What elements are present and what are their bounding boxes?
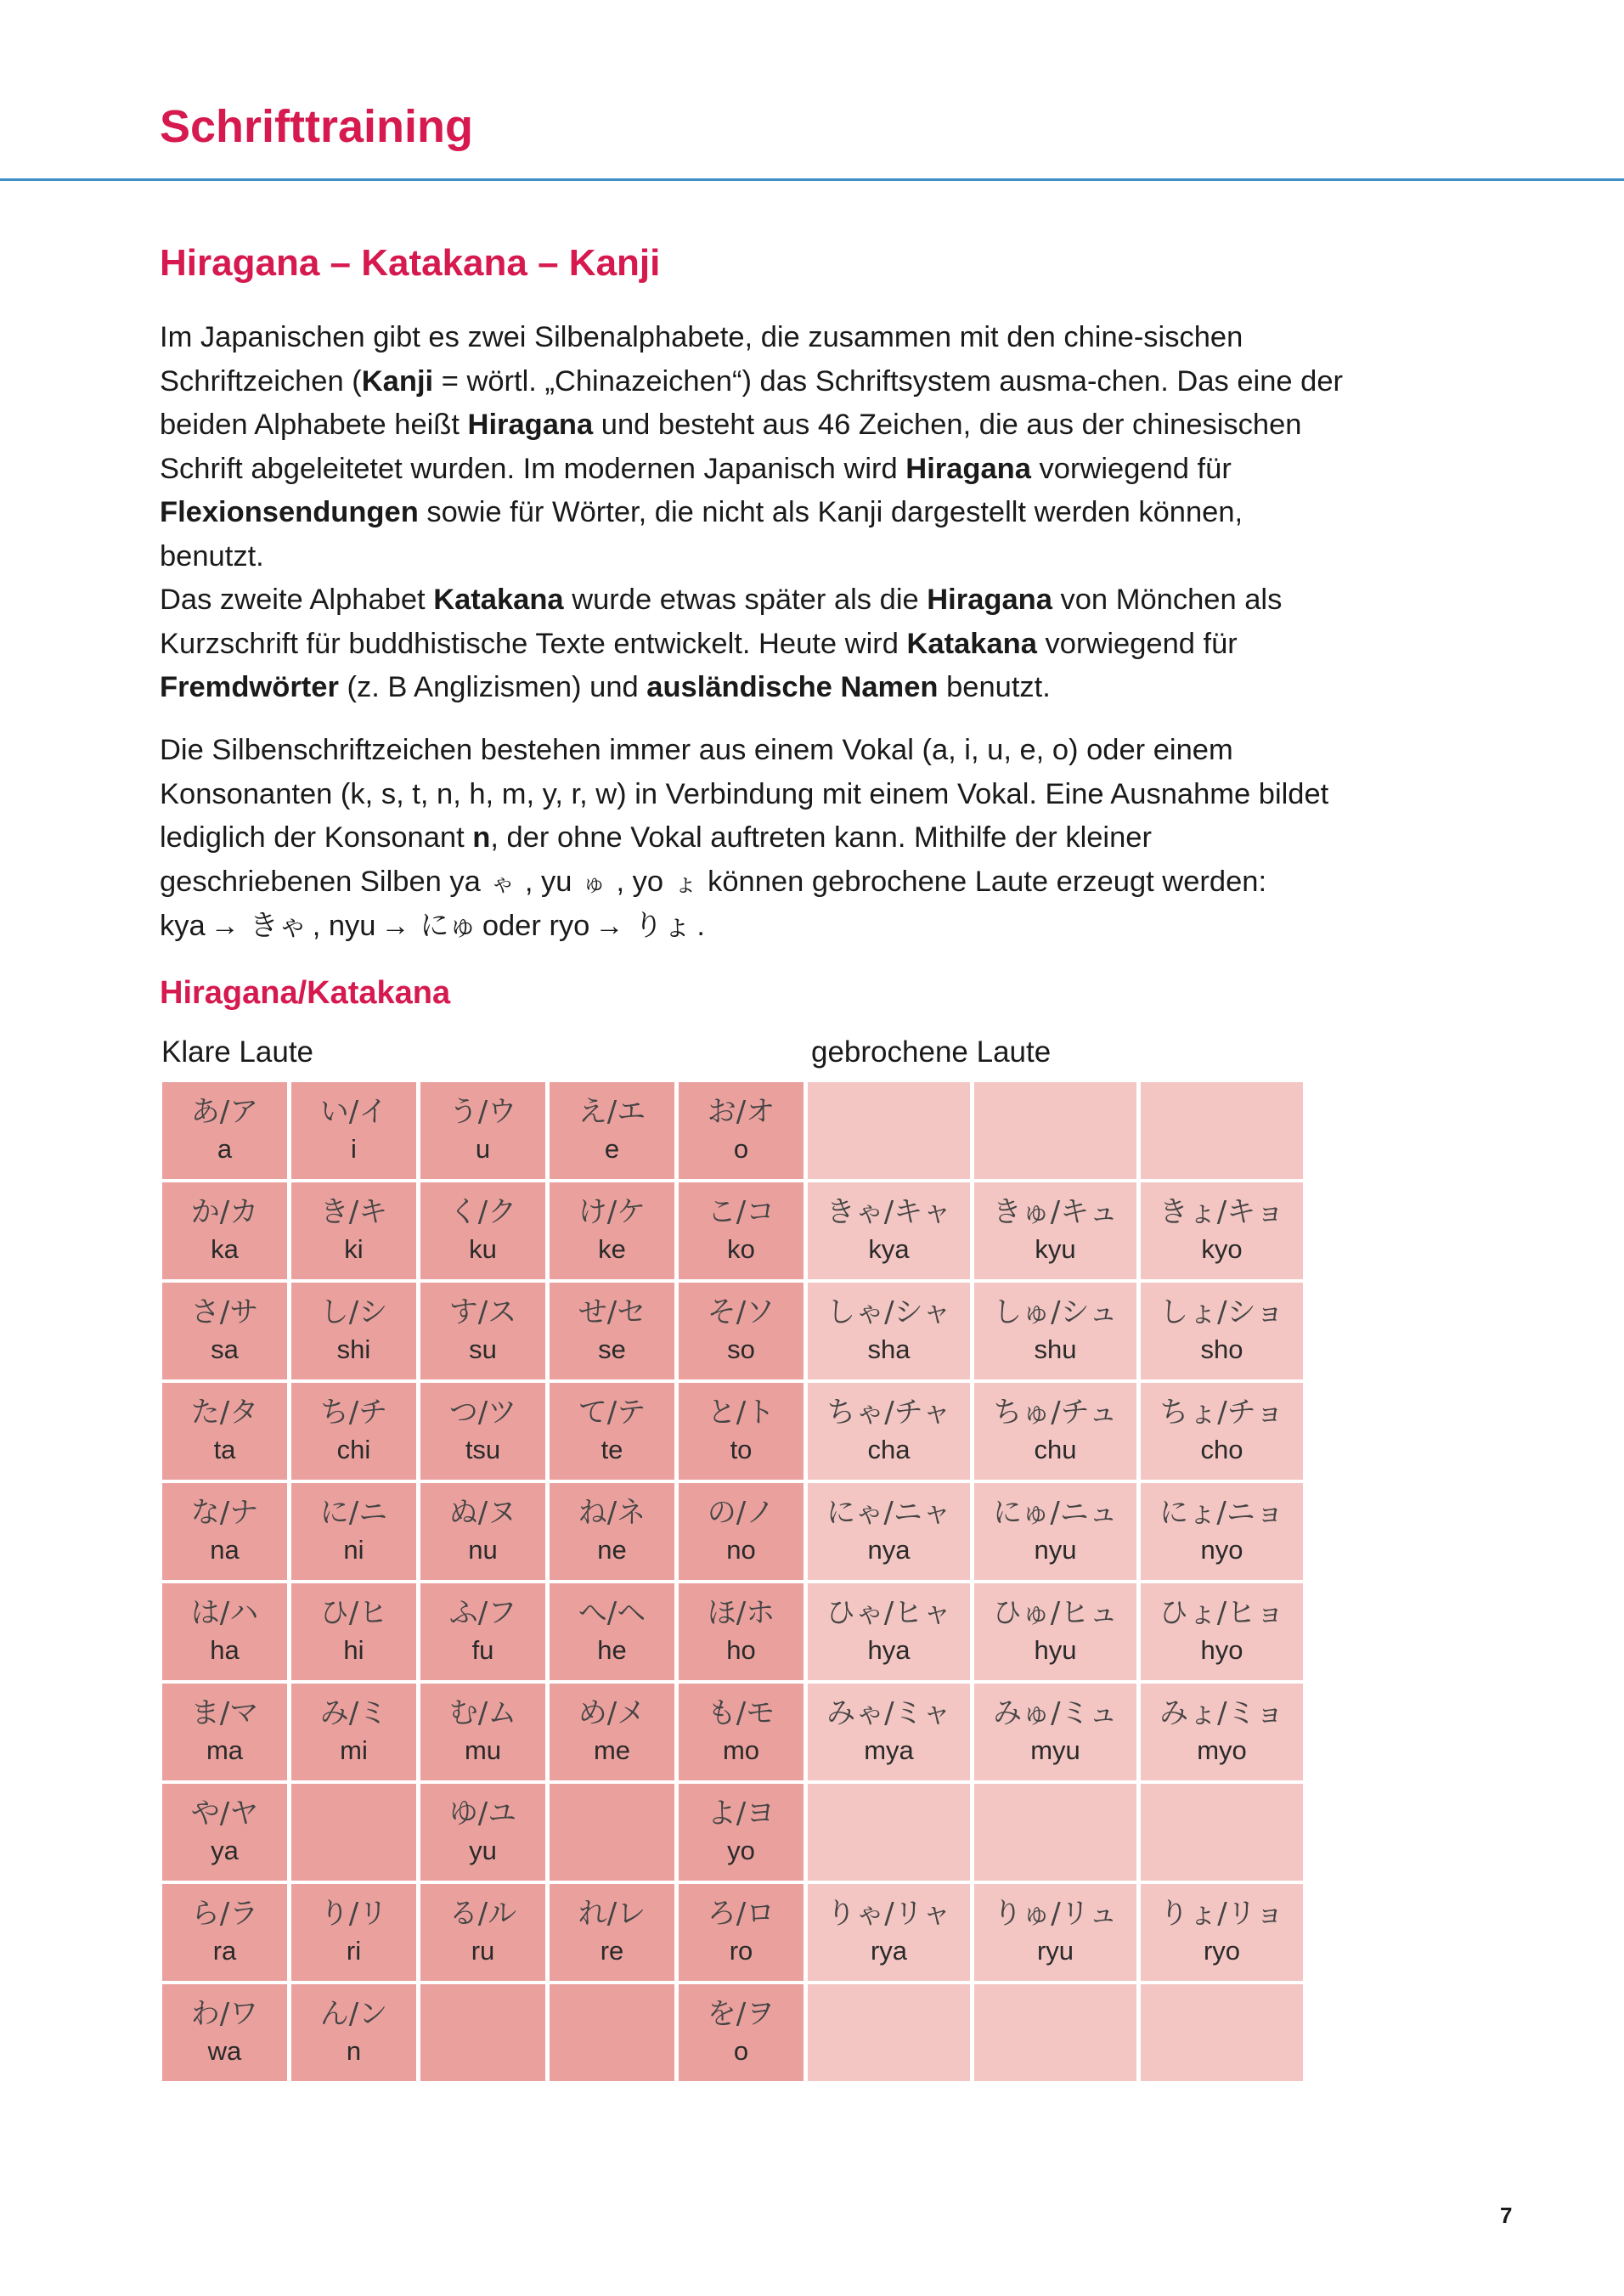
- kana-characters: れ/レ: [578, 1897, 646, 1931]
- text-run: und besteht aus 46 Zeichen, die aus der chinesischen Schrift abgeleitetet wurden. Im modernen Japanisch wird: [160, 409, 1302, 485]
- term-fremdwoerter: Fremdwörter: [160, 671, 339, 703]
- kana-cell-re: [550, 1884, 674, 1981]
- kana-cell-he: [550, 1583, 674, 1680]
- kana-characters: ひゃ/ヒャ: [826, 1596, 952, 1630]
- romaji-label: tsu: [465, 1435, 501, 1464]
- kana-cell-ka: [162, 1182, 287, 1279]
- kana-characters: ちょ/チョ: [1159, 1396, 1284, 1430]
- kana-characters: も/モ: [707, 1696, 775, 1730]
- kana-characters: みゃ/ミャ: [826, 1696, 951, 1730]
- romaji-label: ka: [211, 1234, 239, 1264]
- text-run: , yu: [524, 865, 572, 898]
- kana-characters: よ/ヨ: [707, 1797, 775, 1831]
- kana-cell-nyu: [974, 1483, 1136, 1580]
- kana-characters: みゅ/ミュ: [993, 1696, 1118, 1730]
- romaji-label: sha: [867, 1334, 911, 1364]
- kana-characters: な/ナ: [190, 1496, 259, 1530]
- kana-cell-empty: [550, 1984, 674, 2081]
- text-run: , yo: [616, 865, 664, 898]
- kana-characters: りゃ/リャ: [826, 1897, 951, 1931]
- label-broken-sounds: gebrochene Laute: [811, 1035, 1052, 1069]
- kana-cell-ko: [679, 1182, 804, 1279]
- kana-cell-ne: [550, 1483, 674, 1580]
- kana-cell-cho: [1141, 1383, 1303, 1480]
- kana-cell-yo: [679, 1784, 804, 1881]
- arrow-right-icon: →: [595, 910, 624, 942]
- kana-cell-empty: [291, 1784, 416, 1881]
- text-run: benutzt.: [938, 671, 1051, 703]
- romaji-label: myo: [1197, 1735, 1247, 1765]
- page-number: 7: [1500, 2203, 1513, 2228]
- romaji-label: se: [598, 1334, 626, 1364]
- kana-cell-me: [550, 1684, 674, 1780]
- kana-characters: く/ク: [448, 1195, 517, 1229]
- kana-cell-shu: [974, 1283, 1136, 1379]
- kana-cell-ma: [162, 1684, 287, 1780]
- kana-characters: る/ル: [448, 1897, 517, 1931]
- kana-characters: きょ/キョ: [1159, 1195, 1285, 1229]
- text-run: wurde etwas später als die: [563, 584, 928, 616]
- kana-cell-hyo: [1141, 1583, 1303, 1680]
- kana-characters: ふ/フ: [448, 1596, 517, 1630]
- romaji-label: ro: [729, 1936, 753, 1966]
- romaji-label: ra: [212, 1936, 237, 1966]
- romaji-label: ryo: [1203, 1936, 1241, 1966]
- kana-cell-to: [679, 1383, 804, 1480]
- term-auslaendische-namen: ausländische Namen: [646, 671, 939, 703]
- kana-characters: り/リ: [319, 1897, 388, 1931]
- romaji-label: cha: [867, 1435, 911, 1464]
- kana-cell-fu: [420, 1583, 545, 1680]
- kana-cell-ku: [420, 1182, 545, 1279]
- kana-cell-myo: [1141, 1684, 1303, 1780]
- kana-kya: きゃ: [249, 910, 307, 942]
- kana-characters: を/ヲ: [707, 1997, 775, 2031]
- kana-cell-n: [291, 1984, 416, 2081]
- kana-characters: ん/ン: [319, 1997, 388, 2031]
- romaji-label: ku: [469, 1234, 497, 1264]
- romaji-label: e: [604, 1134, 620, 1164]
- romaji-label: su: [469, 1334, 497, 1364]
- romaji-label: chi: [336, 1435, 371, 1464]
- intro-paragraph-part-1: [160, 316, 1349, 578]
- term-hiragana: Hiragana: [927, 584, 1052, 616]
- kana-characters: ま/マ: [190, 1696, 259, 1730]
- kana-characters: ひょ/ヒョ: [1159, 1596, 1285, 1630]
- kana-cell-chu: [974, 1383, 1136, 1480]
- kana-characters: ちゅ/チュ: [993, 1396, 1118, 1430]
- kana-characters: みょ/ミョ: [1159, 1696, 1284, 1730]
- romaji-label: hi: [343, 1635, 364, 1665]
- romaji-label: mya: [864, 1735, 914, 1765]
- kana-cell-so: [679, 1283, 804, 1379]
- kana-cell-empty: [974, 1784, 1136, 1881]
- romaji-label: wa: [207, 2036, 242, 2066]
- romaji-label: nu: [468, 1535, 498, 1565]
- kana-characters: の/ノ: [707, 1496, 775, 1530]
- text-run: , der ohne Vokal auftreten kann. Mithilfe der kleiner geschriebenen Silben ya: [160, 821, 1152, 898]
- kana-characters: にゃ/ニャ: [826, 1496, 951, 1530]
- kana-cell-ri: [291, 1884, 416, 1981]
- text-run: sowie für Wörter, die nicht als Kanji dargestellt werden können, benutzt.: [160, 496, 1243, 573]
- intro-paragraph: [160, 316, 1349, 710]
- romaji-label: na: [210, 1535, 240, 1565]
- small-kana-yu: ゅ: [582, 869, 606, 896]
- syllable-paragraph: [160, 729, 1349, 949]
- kana-characters: きゃ/キャ: [826, 1195, 952, 1229]
- kana-characters: ら/ラ: [190, 1897, 259, 1931]
- term-hiragana: Hiragana: [467, 409, 594, 441]
- romaji-label: ru: [471, 1936, 495, 1966]
- kana-characters: お/オ: [707, 1095, 775, 1129]
- label-clear-sounds: Klare Laute: [161, 1035, 314, 1069]
- kana-cell-myu: [974, 1684, 1136, 1780]
- kana-table: [162, 1082, 1303, 2081]
- kana-characters: に/ニ: [319, 1496, 388, 1530]
- kana-characters: しゅ/シュ: [993, 1295, 1118, 1329]
- romaji-label: sho: [1200, 1334, 1243, 1364]
- romaji-label: yo: [727, 1836, 755, 1865]
- kana-cell-te: [550, 1383, 674, 1480]
- term-hiragana: Hiragana: [905, 452, 1031, 485]
- text-run: können gebrochene Laute erzeugt werden: kya: [160, 865, 1267, 942]
- kana-cell-tsu: [420, 1383, 545, 1480]
- romaji-label: hyo: [1200, 1635, 1243, 1665]
- kana-cell-nya: [808, 1483, 970, 1580]
- romaji-label: mu: [464, 1735, 502, 1765]
- kana-cell-se: [550, 1283, 674, 1379]
- kana-characters: ろ/ロ: [707, 1897, 775, 1931]
- kana-characters: む/ム: [448, 1696, 517, 1730]
- kana-characters: う/ウ: [448, 1095, 517, 1129]
- romaji-label: fu: [471, 1635, 494, 1665]
- kana-cell-empty: [1141, 1784, 1303, 1881]
- kana-characters: にょ/ニョ: [1159, 1496, 1284, 1530]
- kana-cell-no: [679, 1483, 804, 1580]
- text-run: oder ryo: [482, 910, 590, 942]
- romaji-label: myu: [1030, 1735, 1080, 1765]
- text-run: .: [696, 910, 705, 942]
- kana-characters: し/シ: [319, 1295, 388, 1329]
- kana-characters: い/イ: [319, 1095, 388, 1129]
- kana-cell-mu: [420, 1684, 545, 1780]
- kana-cell-na: [162, 1483, 287, 1580]
- kana-cell-ya: [162, 1784, 287, 1881]
- romaji-label: nyo: [1200, 1535, 1243, 1565]
- text-run: Im Japanischen gibt es zwei Silbenalphabete, die zusammen mit den chine-sischen Schriftzeichen (: [160, 321, 1243, 398]
- romaji-label: ryu: [1036, 1936, 1074, 1966]
- table-heading: Hiragana/Katakana: [160, 975, 451, 1011]
- kana-characters: と/ト: [707, 1396, 775, 1430]
- kana-cell-mo: [679, 1684, 804, 1780]
- romaji-label: me: [593, 1735, 631, 1765]
- kana-cell-ke: [550, 1182, 674, 1279]
- romaji-label: i: [351, 1134, 357, 1164]
- kana-cell-kyu: [974, 1182, 1136, 1279]
- kana-cell-empty: [974, 1984, 1136, 2081]
- romaji-label: te: [601, 1435, 623, 1464]
- intro-paragraph-part-2: [160, 578, 1349, 710]
- kana-cell-empty: [808, 1984, 970, 2081]
- romaji-label: kya: [868, 1234, 910, 1264]
- small-kana-ya: ゃ: [490, 869, 515, 896]
- arrow-right-icon: →: [210, 910, 240, 942]
- romaji-label: ni: [343, 1535, 364, 1565]
- kana-cell-ho: [679, 1583, 804, 1680]
- romaji-label: o: [733, 1134, 749, 1164]
- romaji-label: hyu: [1034, 1635, 1077, 1665]
- kana-cell-empty: [550, 1784, 674, 1881]
- romaji-label: n: [346, 2036, 362, 2066]
- romaji-label: shu: [1034, 1334, 1077, 1364]
- text-run: vorwiegend für: [1036, 627, 1238, 660]
- kana-cell-yu: [420, 1784, 545, 1881]
- text-run: (z. B Anglizismen) und: [338, 671, 647, 703]
- romaji-label: ya: [211, 1836, 239, 1865]
- kana-characters: つ/ツ: [448, 1396, 517, 1430]
- kana-cell-empty: [808, 1082, 970, 1179]
- kana-cell-a: [162, 1082, 287, 1179]
- term-n: n: [472, 821, 491, 854]
- kana-cell-empty: [1141, 1984, 1303, 2081]
- kana-characters: か/カ: [190, 1195, 259, 1229]
- kana-characters: しょ/ショ: [1159, 1295, 1284, 1329]
- romaji-label: u: [475, 1134, 491, 1164]
- kana-cell-wa: [162, 1984, 287, 2081]
- kana-nyu: にゅ: [420, 910, 477, 942]
- kana-characters: しゃ/シャ: [826, 1295, 951, 1329]
- kana-cell-cha: [808, 1383, 970, 1480]
- romaji-label: ke: [598, 1234, 626, 1264]
- kana-characters: み/ミ: [319, 1696, 388, 1730]
- romaji-label: ma: [206, 1735, 244, 1765]
- term-flexionsendungen: Flexionsendungen: [160, 496, 419, 528]
- kana-cell-rya: [808, 1884, 970, 1981]
- romaji-label: ho: [726, 1635, 756, 1665]
- kana-cell-kya: [808, 1182, 970, 1279]
- kana-characters: りょ/リョ: [1159, 1897, 1284, 1931]
- romaji-label: nyu: [1034, 1535, 1077, 1565]
- text-run: , nyu: [312, 910, 376, 942]
- kana-characters: め/メ: [578, 1696, 646, 1730]
- romaji-label: o: [733, 2036, 749, 2066]
- title-divider: [0, 178, 1624, 181]
- kana-cell-sa: [162, 1283, 287, 1379]
- kana-characters: さ/サ: [190, 1295, 259, 1329]
- kana-characters: こ/コ: [707, 1195, 775, 1229]
- romaji-label: a: [217, 1134, 233, 1164]
- term-kanji: Kanji: [361, 364, 434, 398]
- romaji-label: nya: [867, 1535, 911, 1565]
- kana-cell-sha: [808, 1283, 970, 1379]
- romaji-label: hya: [867, 1635, 911, 1665]
- romaji-label: ko: [727, 1234, 755, 1264]
- kana-characters: ぬ/ヌ: [448, 1496, 517, 1530]
- kana-characters: にゅ/ニュ: [993, 1496, 1118, 1530]
- kana-characters: や/ヤ: [190, 1797, 259, 1831]
- kana-cell-empty: [974, 1082, 1136, 1179]
- syllable-paragraph-text: [160, 729, 1349, 949]
- text-run: Die Silbenschriftzeichen bestehen immer aus einem Vokal (a, i, u, e, o) oder einem Konsonanten (k, s, t, n, h, m, y, r, w) in Verbindung mit einem Vokal. Eine Ausnahme bildet lediglich der Konsonant: [160, 734, 1329, 854]
- romaji-label: kyo: [1201, 1234, 1243, 1264]
- kana-characters: わ/ワ: [190, 1997, 259, 2031]
- kana-characters: ち/チ: [319, 1396, 388, 1430]
- romaji-label: no: [726, 1535, 756, 1565]
- page-title: Schrifttraining: [160, 101, 474, 152]
- kana-cell-chi: [291, 1383, 416, 1480]
- kana-characters: せ/セ: [578, 1295, 646, 1329]
- kana-characters: き/キ: [319, 1195, 388, 1229]
- romaji-label: rya: [870, 1936, 908, 1966]
- romaji-label: ri: [346, 1936, 362, 1966]
- kana-cell-hya: [808, 1583, 970, 1680]
- romaji-label: mo: [722, 1735, 760, 1765]
- term-katakana: Katakana: [906, 627, 1037, 660]
- kana-cell-kyo: [1141, 1182, 1303, 1279]
- text-run: vorwiegend für: [1030, 452, 1232, 485]
- kana-cell-mi: [291, 1684, 416, 1780]
- romaji-label: re: [600, 1936, 624, 1966]
- kana-characters: ひゅ/ヒュ: [992, 1596, 1119, 1630]
- kana-cell-o: [679, 1082, 804, 1179]
- kana-cell-ru: [420, 1884, 545, 1981]
- kana-characters: て/テ: [578, 1396, 646, 1430]
- kana-cell-empty: [808, 1784, 970, 1881]
- kana-characters: りゅ/リュ: [993, 1897, 1118, 1931]
- romaji-label: he: [597, 1635, 627, 1665]
- text-run: Das zweite Alphabet: [160, 584, 434, 616]
- kana-cell-u: [420, 1082, 545, 1179]
- kana-cell-o: [679, 1984, 804, 2081]
- section-heading: Hiragana – Katakana – Kanji: [160, 242, 661, 284]
- kana-cell-nu: [420, 1483, 545, 1580]
- kana-ryo: りょ: [634, 910, 692, 942]
- kana-cell-i: [291, 1082, 416, 1179]
- kana-characters: へ/ヘ: [578, 1596, 646, 1630]
- romaji-label: chu: [1034, 1435, 1077, 1464]
- kana-cell-shi: [291, 1283, 416, 1379]
- kana-cell-sho: [1141, 1283, 1303, 1379]
- romaji-label: yu: [469, 1836, 497, 1865]
- small-kana-yo: ょ: [674, 869, 698, 896]
- kana-characters: ちゃ/チャ: [826, 1396, 951, 1430]
- kana-cell-mya: [808, 1684, 970, 1780]
- kana-cell-hyu: [974, 1583, 1136, 1680]
- kana-cell-ha: [162, 1583, 287, 1680]
- kana-characters: あ/ア: [190, 1095, 259, 1129]
- kana-cell-nyo: [1141, 1483, 1303, 1580]
- kana-characters: ね/ネ: [578, 1496, 646, 1530]
- kana-cell-hi: [291, 1583, 416, 1680]
- kana-characters: え/エ: [578, 1095, 646, 1129]
- kana-cell-su: [420, 1283, 545, 1379]
- kana-cell-empty: [1141, 1082, 1303, 1179]
- romaji-label: kyu: [1035, 1234, 1076, 1264]
- romaji-label: ta: [213, 1435, 236, 1464]
- kana-characters: ひ/ヒ: [319, 1596, 388, 1630]
- romaji-label: so: [727, 1334, 755, 1364]
- kana-characters: は/ハ: [190, 1596, 259, 1630]
- kana-characters: す/ス: [448, 1295, 517, 1329]
- romaji-label: to: [730, 1435, 753, 1464]
- romaji-label: ne: [597, 1535, 627, 1565]
- kana-cell-ro: [679, 1884, 804, 1981]
- kana-characters: た/タ: [190, 1396, 259, 1430]
- kana-cell-ra: [162, 1884, 287, 1981]
- kana-cell-e: [550, 1082, 674, 1179]
- kana-cell-ni: [291, 1483, 416, 1580]
- romaji-label: ha: [210, 1635, 240, 1665]
- kana-characters: け/ケ: [578, 1195, 646, 1229]
- kana-characters: そ/ソ: [707, 1295, 775, 1329]
- romaji-label: sa: [211, 1334, 239, 1364]
- kana-characters: ほ/ホ: [707, 1596, 775, 1630]
- kana-cell-ryo: [1141, 1884, 1303, 1981]
- kana-characters: きゅ/キュ: [992, 1195, 1119, 1229]
- kana-characters: ゆ/ユ: [448, 1797, 517, 1831]
- text-run: = wörtl. „Chinazeichen“) das Schriftsystem ausma-chen. Das eine der beiden Alphabete heißt: [160, 364, 1344, 441]
- kana-cell-empty: [420, 1984, 545, 2081]
- kana-cell-ryu: [974, 1884, 1136, 1981]
- romaji-label: cho: [1200, 1435, 1243, 1464]
- arrow-right-icon: →: [381, 910, 410, 942]
- romaji-label: ki: [344, 1234, 364, 1264]
- romaji-label: shi: [336, 1334, 371, 1364]
- term-katakana: Katakana: [433, 584, 564, 616]
- romaji-label: mi: [340, 1735, 368, 1765]
- kana-cell-ta: [162, 1383, 287, 1480]
- text-run: von Mönchen als Kurzschrift für buddhistische Texte entwickelt. Heute wird: [160, 584, 1283, 660]
- kana-cell-ki: [291, 1182, 416, 1279]
